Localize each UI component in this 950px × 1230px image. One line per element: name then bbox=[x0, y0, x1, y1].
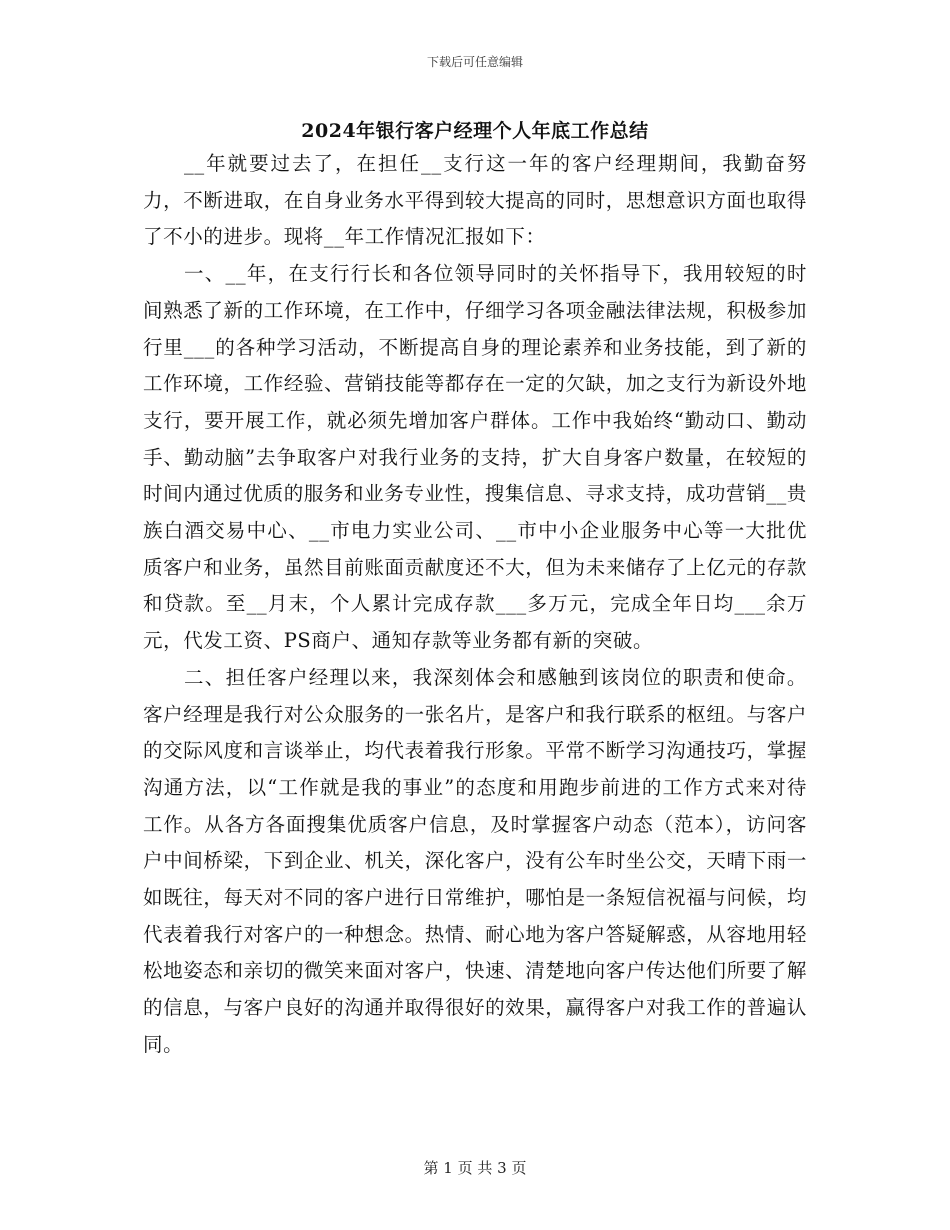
paragraph-intro: __年就要过去了，在担任__支行这一年的客户经理期间，我勤奋努力，不断进取，在自身业务水平得到较大提高的同时，思想意识方面也取得了不小的进步。现将__年工作情况汇报如下： bbox=[143, 152, 807, 249]
document-body bbox=[143, 146, 807, 1064]
header-note: 下载后可任意编辑 bbox=[426, 55, 523, 69]
document-title: 2024年银行客户经理个人年底工作总结 bbox=[301, 120, 649, 142]
page-number: 第 1 页 共 3 页 bbox=[423, 1159, 527, 1177]
paragraph-section-2: 二、担任客户经理以来，我深刻体会和感触到该岗位的职责和使命。客户经理是我行对公众服务的一张名片，是客户和我行联系的枢纽。与客户的交际风度和言谈举止，均代表着我行形象。平常不断学习沟通技巧，掌握沟通方法，以“工作就是我的事业”的态度和用跑步前进的工作方式来对待工作。从各方各面搜集优质客户信息，及时掌握客户动态（范本），访问客户中间桥梁，下到企业、机关，深化客户，没有公车时坐公交，天晴下雨一如既往，每天对不同的客户进行日常维护，哪怕是一条短信祝福与问候，均代表着我行对客户的一种想念。热情、耐心地为客户答疑解惑，从容地用轻松地姿态和亲切的微笑来面对客户，快速、清楚地向客户传达他们所要了解的信息，与客户良好的沟通并取得很好的效果，赢得客户对我工作的普遍认同。 bbox=[143, 665, 807, 1056]
paragraph-section-1: 一、__年，在支行行长和各位领导同时的关怀指导下，我用较短的时间熟悉了新的工作环境，在工作中，仔细学习各项金融法律法规，积极参加行里___的各种学习活动，不断提高自身的理论素养和业务技能，到了新的工作环境，工作经验、营销技能等都存在一定的欠缺，加之支行为新设外地支行，要开展工作，就必须先增加客户群体。工作中我始终“勤动口、勤动手、勤动脑”去争取客户对我行业务的支持，扩大自身客户数量，在较短的时间内通过优质的服务和业务专业性，搜集信息、寻求支持，成功营销__贵族白酒交易中心、__市电力实业公司、__市中小企业服务中心等一大批优质客户和业务，虽然目前账面贡献度还不大，但为未来储存了上亿元的存款和贷款。至__月末，个人累计完成存款___多万元，完成全年日均___余万元，代发工资、PS商户、通知存款等业务都有新的突破。 bbox=[143, 262, 807, 653]
